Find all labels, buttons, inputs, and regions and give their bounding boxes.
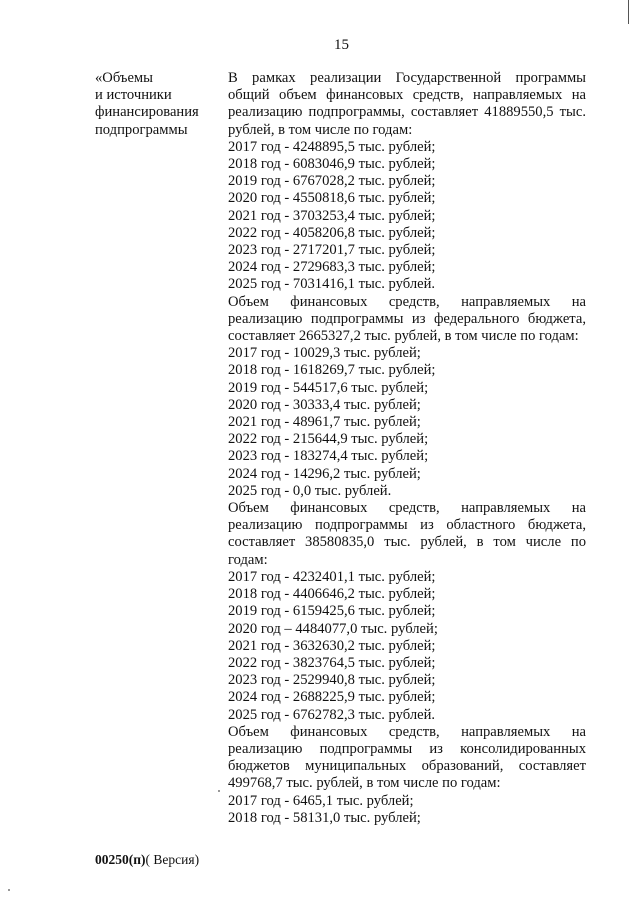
year-row: 2017 год - 4232401,1 тыс. рублей;: [228, 568, 436, 585]
scan-speck: [8, 889, 10, 891]
regional-budget-paragraph: Объем финансовых средств, направляемых на реализацию подпрограммы из областного бюджета, составляет 38580835,0 тыс. рублей, в том числе по годам:: [228, 500, 586, 568]
year-row: 2022 год - 3823764,5 тыс. рублей;: [228, 654, 436, 671]
year-row: 2021 год - 3632630,2 тыс. рублей;: [228, 637, 436, 654]
year-row: 2021 год - 48961,7 тыс. рублей;: [228, 414, 421, 431]
year-row: 2023 год - 2529940,8 тыс. рублей;: [228, 672, 436, 689]
year-row: 2018 год - 1618269,7 тыс. рублей;: [228, 362, 436, 379]
scan-speck: [218, 790, 220, 792]
year-row: 2022 год - 4058206,8 тыс. рублей;: [228, 224, 436, 241]
year-row: 2017 год - 4248895,5 тыс. рублей;: [228, 138, 436, 155]
year-row: 2025 год - 7031416,1 тыс. рублей.: [228, 276, 436, 293]
year-row: 2024 год - 14296,2 тыс. рублей;: [228, 465, 421, 482]
total-financing-paragraph: В рамках реализации Государственной программы общий объем финансовых средств, направляемых на реализацию подпрограммы, составляет 41889550,5 тыс. рублей, в том числе по годам:: [228, 70, 586, 138]
year-row: 2024 год - 2688225,9 тыс. рублей;: [228, 689, 436, 706]
year-row: 2018 год - 4406646,2 тыс. рублей;: [228, 586, 436, 603]
section-label-line: финансирования: [95, 104, 199, 121]
year-row: 2023 год - 2717201,7 тыс. рублей;: [228, 242, 436, 259]
year-row: 2021 год - 3703253,4 тыс. рублей;: [228, 207, 436, 224]
federal-budget-paragraph: Объем финансовых средств, направляемых на реализацию подпрограммы из федерального бюджета, составляет 2665327,2 тыс. рублей, в том числе по годам:: [228, 293, 586, 345]
section-label: [95, 70, 220, 139]
year-row: 2017 год - 10029,3 тыс. рублей;: [228, 345, 421, 362]
year-row: 2019 год - 6767028,2 тыс. рублей;: [228, 173, 436, 190]
document-footer: [95, 852, 199, 868]
year-row: 2022 год - 215644,9 тыс. рублей;: [228, 431, 429, 448]
year-row: 2020 год - 30333,4 тыс. рублей;: [228, 396, 421, 413]
year-row: 2024 год - 2729683,3 тыс. рублей;: [228, 259, 436, 276]
year-row: 2017 год - 6465,1 тыс. рублей;: [228, 792, 414, 809]
section-label-line: «Объемы: [95, 70, 153, 86]
section-label-line: и источники: [95, 87, 172, 104]
year-row: 2018 год - 6083046,9 тыс. рублей;: [228, 156, 436, 173]
document-code: 00250(п): [95, 852, 146, 867]
year-row: 2023 год - 183274,4 тыс. рублей;: [228, 448, 429, 465]
year-row: 2020 год – 4484077,0 тыс. рублей;: [228, 620, 438, 637]
year-row: 2018 год - 58131,0 тыс. рублей;: [228, 809, 421, 826]
page-number: 15: [334, 37, 349, 53]
year-row: 2019 год - 6159425,6 тыс. рублей;: [228, 603, 436, 620]
year-row: 2020 год - 4550818,6 тыс. рублей;: [228, 190, 436, 207]
year-row: 2019 год - 544517,6 тыс. рублей;: [228, 379, 429, 396]
municipal-budget-paragraph: Объем финансовых средств, направляемых на реализацию подпрограммы из консолидированных бюджетов муниципальных образований, составляет 499768,7 тыс. рублей, в том числе по годам:: [228, 723, 586, 792]
document-version: ( Версия): [145, 852, 200, 867]
section-label-line: подпрограммы: [95, 121, 188, 138]
year-row: 2025 год - 6762782,3 тыс. рублей.: [228, 706, 436, 723]
financing-description: [228, 70, 586, 827]
year-row: 2025 год - 0,0 тыс. рублей.: [228, 482, 392, 499]
page-edge-mark: [628, 0, 629, 24]
